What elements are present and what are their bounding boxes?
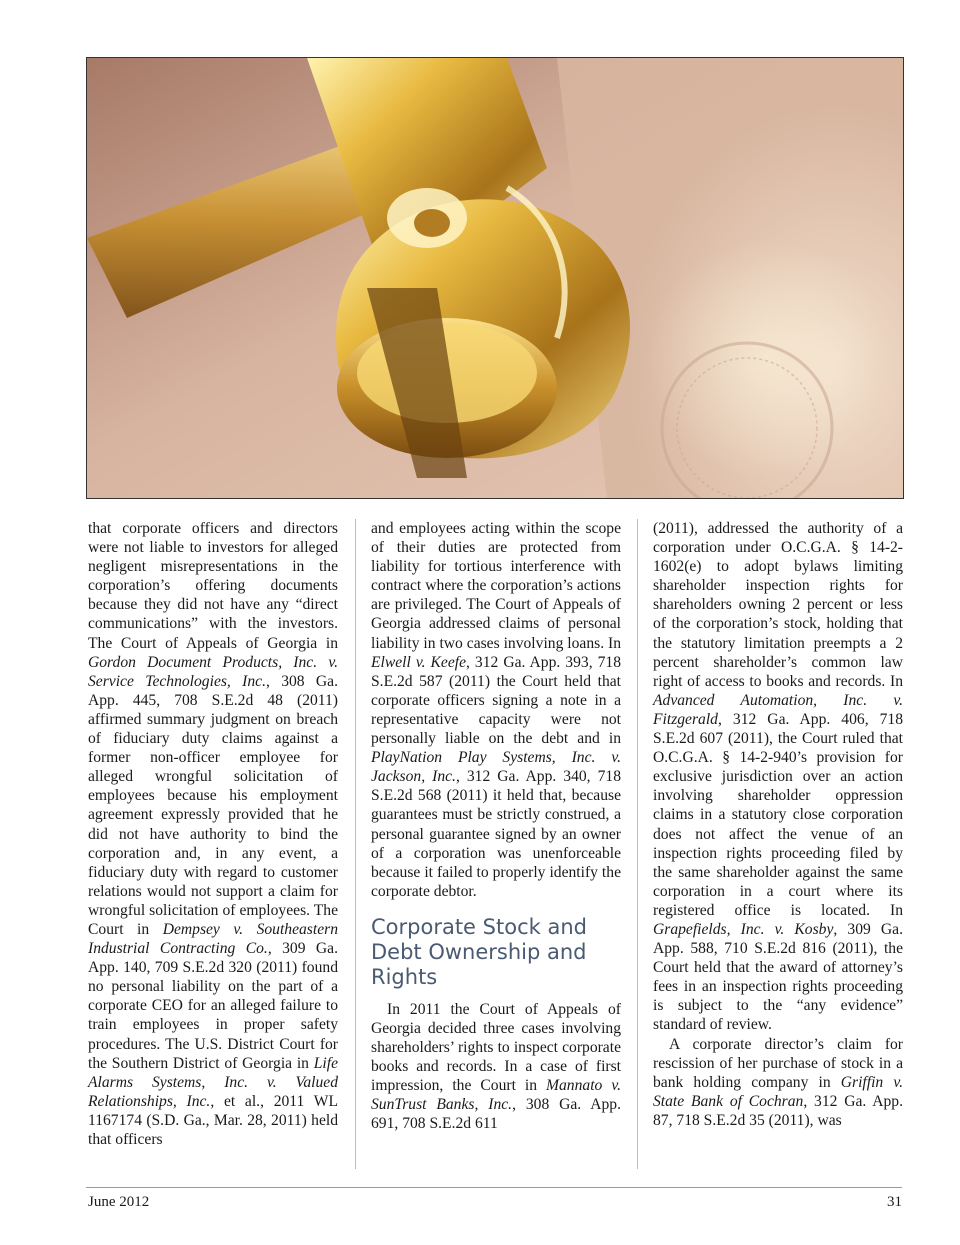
footer-rule [86,1187,902,1188]
photo-illustration [87,58,903,498]
text-run: , 309 Ga. App. 140, 709 S.E.2d 320 (2011) found no personal liability on the part of a corporate CEO for an alleged failure to train employees in proper safety procedures. The U.S. District Court for the Southern District of Georgia in [88,940,339,1072]
case-citation: Life Alarms Systems, Inc. v. Valued Relationships, Inc. [88,1054,338,1110]
case-citation: Elwell v. Keefe [371,653,467,671]
body-paragraph [653,519,903,1035]
text-run: (2011), addressed the authority of a corporation under O.C.G.A. § 14-2-1602(e) to adopt bylaws limiting shareholder inspection rights for shareholders owning 2 percent or less of the corporation’s stock, holding that the statutory limitation preempts a 2 percent shareholder’s common law right of access to books and records. In [653,520,903,690]
text-run: In 2011 the Court of Appeals of Georgia decided three cases involving shareholders’ rights to inspect corporate books and records. In a case of first impression, the Court in [371,1000,621,1095]
text-run: that corporate officers and directors were not liable to investors for alleged negligent misrepresentations in the corporation’s offering documents because they did not have any “direct communications” with the investors. The Court of Appeals of Georgia in [88,520,338,652]
body-paragraph [371,519,621,901]
case-citation: Grapefields, Inc. v. Kosby [653,920,834,938]
text-run: , 309 Ga. App. 588, 710 S.E.2d 816 (2011), the Court held that the award of attorney’s fees in an inspection rights proceeding is subject to the “any evidence” standard of review. [653,920,903,1034]
text-run: A corporate director’s claim for rescission of her purchase of stock in a bank holding company in [653,1035,903,1091]
text-column-3 [653,519,903,1130]
page-number: 31 [887,1194,902,1210]
text-run: , 312 Ga. App. 340, 718 S.E.2d 568 (2011) it held that, because guarantees must be strictly construed, a personal guarantee signed by an owner of a corporation was unenforceable because it failed to properly identify the corporate debtor. [371,768,621,900]
text-column-2 [371,519,621,1134]
text-column-1 [88,519,338,1149]
footer-date: June 2012 [88,1194,150,1210]
body-paragraph [88,519,338,1149]
case-citation: Advanced Automation, Inc. v. Fitzgerald [653,691,903,728]
case-citation: Griffin v. State Bank of Cochran [653,1073,903,1110]
column-divider [355,519,356,1169]
text-run: , 308 Ga. App. 691, 708 S.E.2d 611 [371,1096,621,1133]
case-citation: Mannato v. SunTrust Banks, Inc. [371,1077,621,1114]
text-run: , 312 Ga. App. 406, 718 S.E.2d 607 (2011), the Court ruled that O.C.G.A. § 14-2-940’s provision for exclusive jurisdiction over an action involving shareholder oppression claims in a statutory close corporation does not affect the venue of an inspection rights proceeding filed by the same shareholder against the same corporation in a court where its registered office is located. In [653,710,903,919]
text-run: , et al., 2011 WL 1167174 (S.D. Ga., Mar. 28, 2011) held that officers [88,1092,338,1148]
case-citation: Dempsey v. Southeastern Industrial Contracting Co. [88,920,338,958]
section-heading: Corporate Stock and Debt Ownership and Rights [371,914,587,989]
body-paragraph [371,1000,621,1134]
column-divider [637,519,638,1169]
case-citation: Gordon Document Products, Inc. v. Service Technologies, Inc. [88,653,338,690]
seal-embosser-photo [86,57,904,499]
text-run: , 312 Ga. App. 87, 718 S.E.2d 35 (2011), was [653,1092,903,1129]
text-run: , 312 Ga. App. 393, 718 S.E.2d 587 (2011) the Court held that corporate officers signing a note in a representative capacity were not personally liable on the debt and in [371,653,621,748]
body-paragraph [653,1035,903,1130]
text-run: , 308 Ga. App. 445, 708 S.E.2d 48 (2011) affirmed summary judgment on breach of fiduciary duty claims against a former non-officer employee for alleged wrongful solicitation of employees because his employment agreement expressly provided that he did not have authority to bind the corporation and, in any event, a fiduciary duty with regard to customer relations would not support a claim for wrongful solicitation of employees. The Court in [88,672,338,938]
text-run: and employees acting within the scope of their duties are protected from liability for tortious interference with contract where the corporation’s actions are privileged. The Court of Appeals of Georgia addressed claims of personal liability in two cases involving loans. In [371,520,621,652]
case-citation: PlayNation Play Systems, Inc. v. Jackson, Inc. [371,749,621,786]
